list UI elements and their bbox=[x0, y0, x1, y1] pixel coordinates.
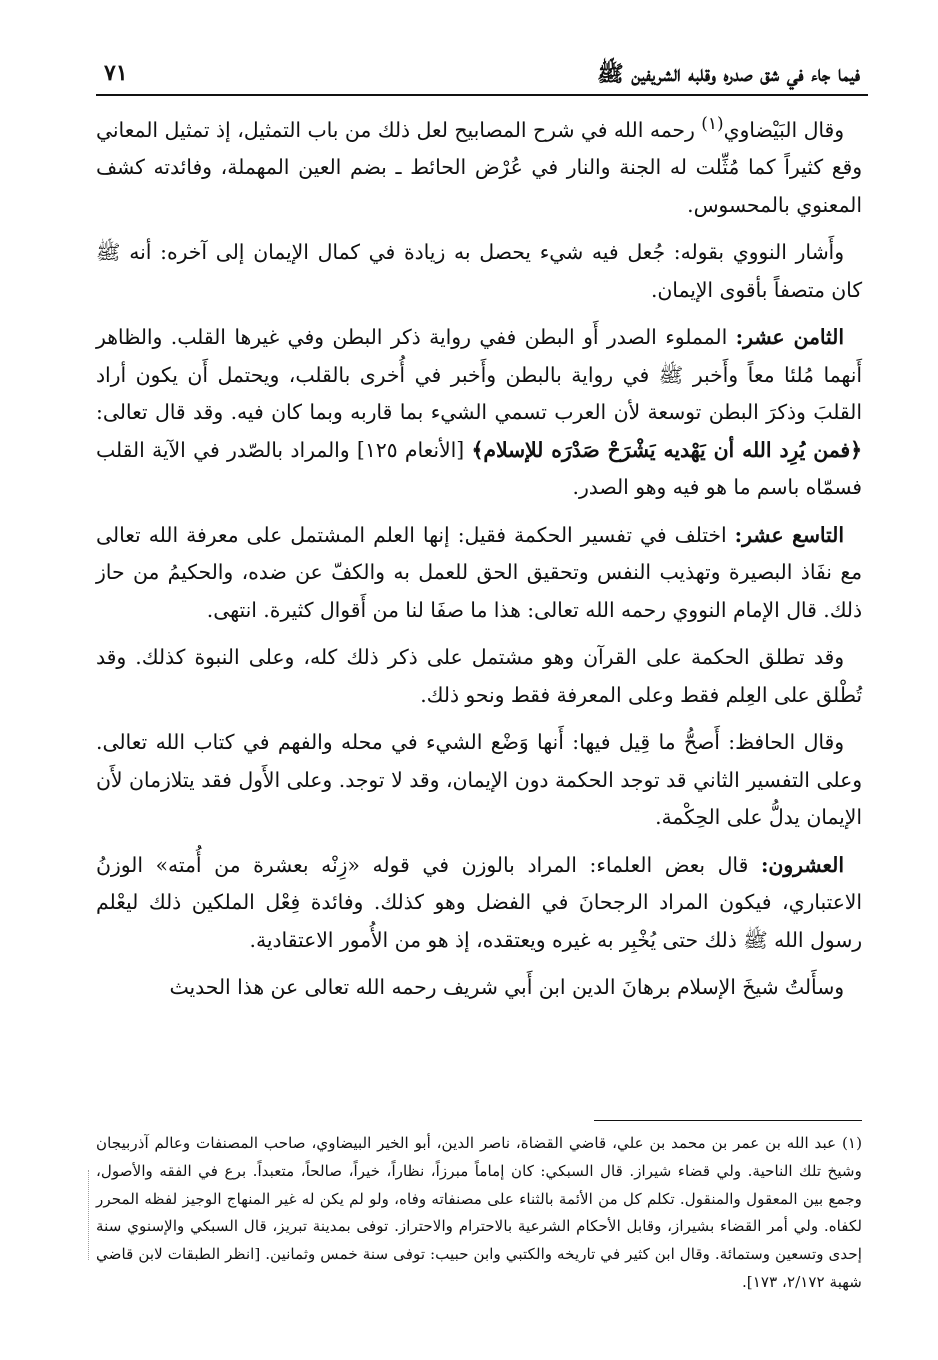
footnote-text: عبد الله بن عمر بن محمد بن علي، قاضي القضاة، ناصر الدين، أبو الخير البيضاوي، صاحب المصنفات وعالم آذربيجان وشيخ تلك الناحية. ولي قضاء شيراز. قال السبكي: كان إماماً مبرزاً، نظاراً، خيراً، صالحاً، متعبداً. برع في الفقه والأصول، وجمع بين المعقول والمنقول. تكلم كل من الأئمة بالثناء على مصنفاته وفاه، ولو لم يكن له غير المنهاج الوجيز لفظه المحرر لكفاه. ولي أمر القضاء بشيراز، وقابل الأحكام الشرعية بالاحترام والاحتراز. توفى بمدينة تبريز، قال السبكي والإسنوي سنة إحدى وتسعين وستمائة. وقال ابن كثير في تاريخه والكتبي وابن حبيب: توفى سنة خمس وثمانين. [انظر الطبقات لابن قاضي شهبة ٢/١٧٢، ١٧٣]. bbox=[96, 1134, 862, 1291]
margin-mark bbox=[88, 1170, 89, 1260]
paragraph bbox=[96, 724, 862, 837]
text-run: [الأنعام ١٢٥] والمراد بالصّدر في الآية القلب فسمّاه باسم ما هو فيه وهو الصدر. bbox=[96, 437, 862, 500]
text-run: وأَشار النووي بقوله: جُعل فيه شيء يحصل به زيادة في كمال الإيمان إلى آخره: أنه ﷺ كان متصفاً بأقوى الإيمان. bbox=[96, 240, 862, 302]
section-heading: التاسع عشر: bbox=[734, 522, 844, 547]
text-run: وقال البَيْضاوي bbox=[723, 117, 844, 142]
text-run: وسأَلتُ شيخَ الإسلام برهانَ الدين ابن أَبي شريف رحمه الله تعالى عن هذا الحديث bbox=[169, 975, 844, 1000]
paragraph bbox=[96, 639, 862, 714]
main-text bbox=[96, 105, 862, 1017]
paragraph bbox=[96, 105, 862, 224]
text-run: رحمه الله في شرح المصابيح لعل ذلك من باب التمثيل، إذ تمثيل المعاني وقع كثيراً كما مُثِّلت له الجنة والنار في عُرْض الحائط ـ بضم العين المهملة، وفائدته كشف المعنوي بالمحسوس. bbox=[96, 117, 862, 217]
text-run: اختلف في تفسير الحكمة فقيل: إنها العلم المشتمل على معرفة الله تعالى مع نفَاذ البصيرة وتهذيب النفس وتحقيق الحق للعمل به والكفّ عن ضده، والحكيمُ من حاز ذلك. قال الإمام النووي رحمه الله تعالى: هذا ما صفَا لنا من أَقوال كثيرة. انتهى. bbox=[96, 522, 862, 622]
section-heading: الثامن عشر: bbox=[735, 325, 844, 350]
paragraph bbox=[96, 969, 862, 1007]
quran-quote: ﴿فمن يُرِد الله أن يَهْديه يَشْرَحْ صَدْرَه للإسلام﴾ bbox=[471, 437, 863, 462]
footnote-separator bbox=[594, 1120, 862, 1121]
text-run: وقد تطلق الحكمة على القرآن وهو مشتمل على ذكر ذلك كله، وعلى النبوة كذلك. وقد تُطْلق على العِلم فقط وعلى المعرفة فقط ونحو ذلك. bbox=[96, 645, 862, 707]
footnote-reference: (١) bbox=[701, 113, 724, 133]
paragraph bbox=[96, 319, 862, 507]
footnote-marker: (١) bbox=[841, 1134, 862, 1152]
paragraph bbox=[96, 234, 862, 309]
chapter-title: فيما جاء في شق صدره وقلبه الشريفين ﷺ bbox=[597, 61, 860, 87]
section-heading: العشرون: bbox=[760, 852, 844, 877]
running-header bbox=[96, 54, 868, 96]
page-number: ٧١ bbox=[104, 60, 128, 86]
paragraph bbox=[96, 847, 862, 960]
footnote bbox=[96, 1130, 862, 1297]
paragraph bbox=[96, 517, 862, 630]
text-run: وقال الحافظ: أَصحُّ ما قِيل فيها: أَنها وَضْع الشيء في محله والفهم في كتاب الله تعالى. وعلى التفسير الثاني قد توجد الحكمة دون الإيمان، وقد لا توجد. وعلى الأَول فقد يتلازمان لأَن الإيمان يدلُّ على الحِكْمة. bbox=[96, 730, 862, 830]
text-run: قال بعض العلماء: المراد بالوزن في قوله «زِنْه بعشرة من أُمته» الوزنُ الاعتباري، فيكون المراد الرجحانَ في الفضل وهو كذلك. وفائدة فِعْل الملكين ذلك ليعْلم رسول الله ﷺ ذلك حتى يُخْبِر به غيره ويعتقده، إذ هو من الأُمور الاعتقادية. bbox=[96, 852, 862, 952]
text-run: المملوء الصدر أَو البطن ففي رواية ذكر البطن وفي غيرها القلب. والظاهر أَنهما مُلئا معاً وأَخبر ﷺ في رواية بالبطن وأَخبر في أُخرى بالقلب، ويحتمل أَن يكون أراد القلبَ وذكرَ البطن توسعة لأن العرب تسمي الشيء بما قاربه وبما كان فيه. وقد قال تعالى: bbox=[96, 325, 862, 425]
